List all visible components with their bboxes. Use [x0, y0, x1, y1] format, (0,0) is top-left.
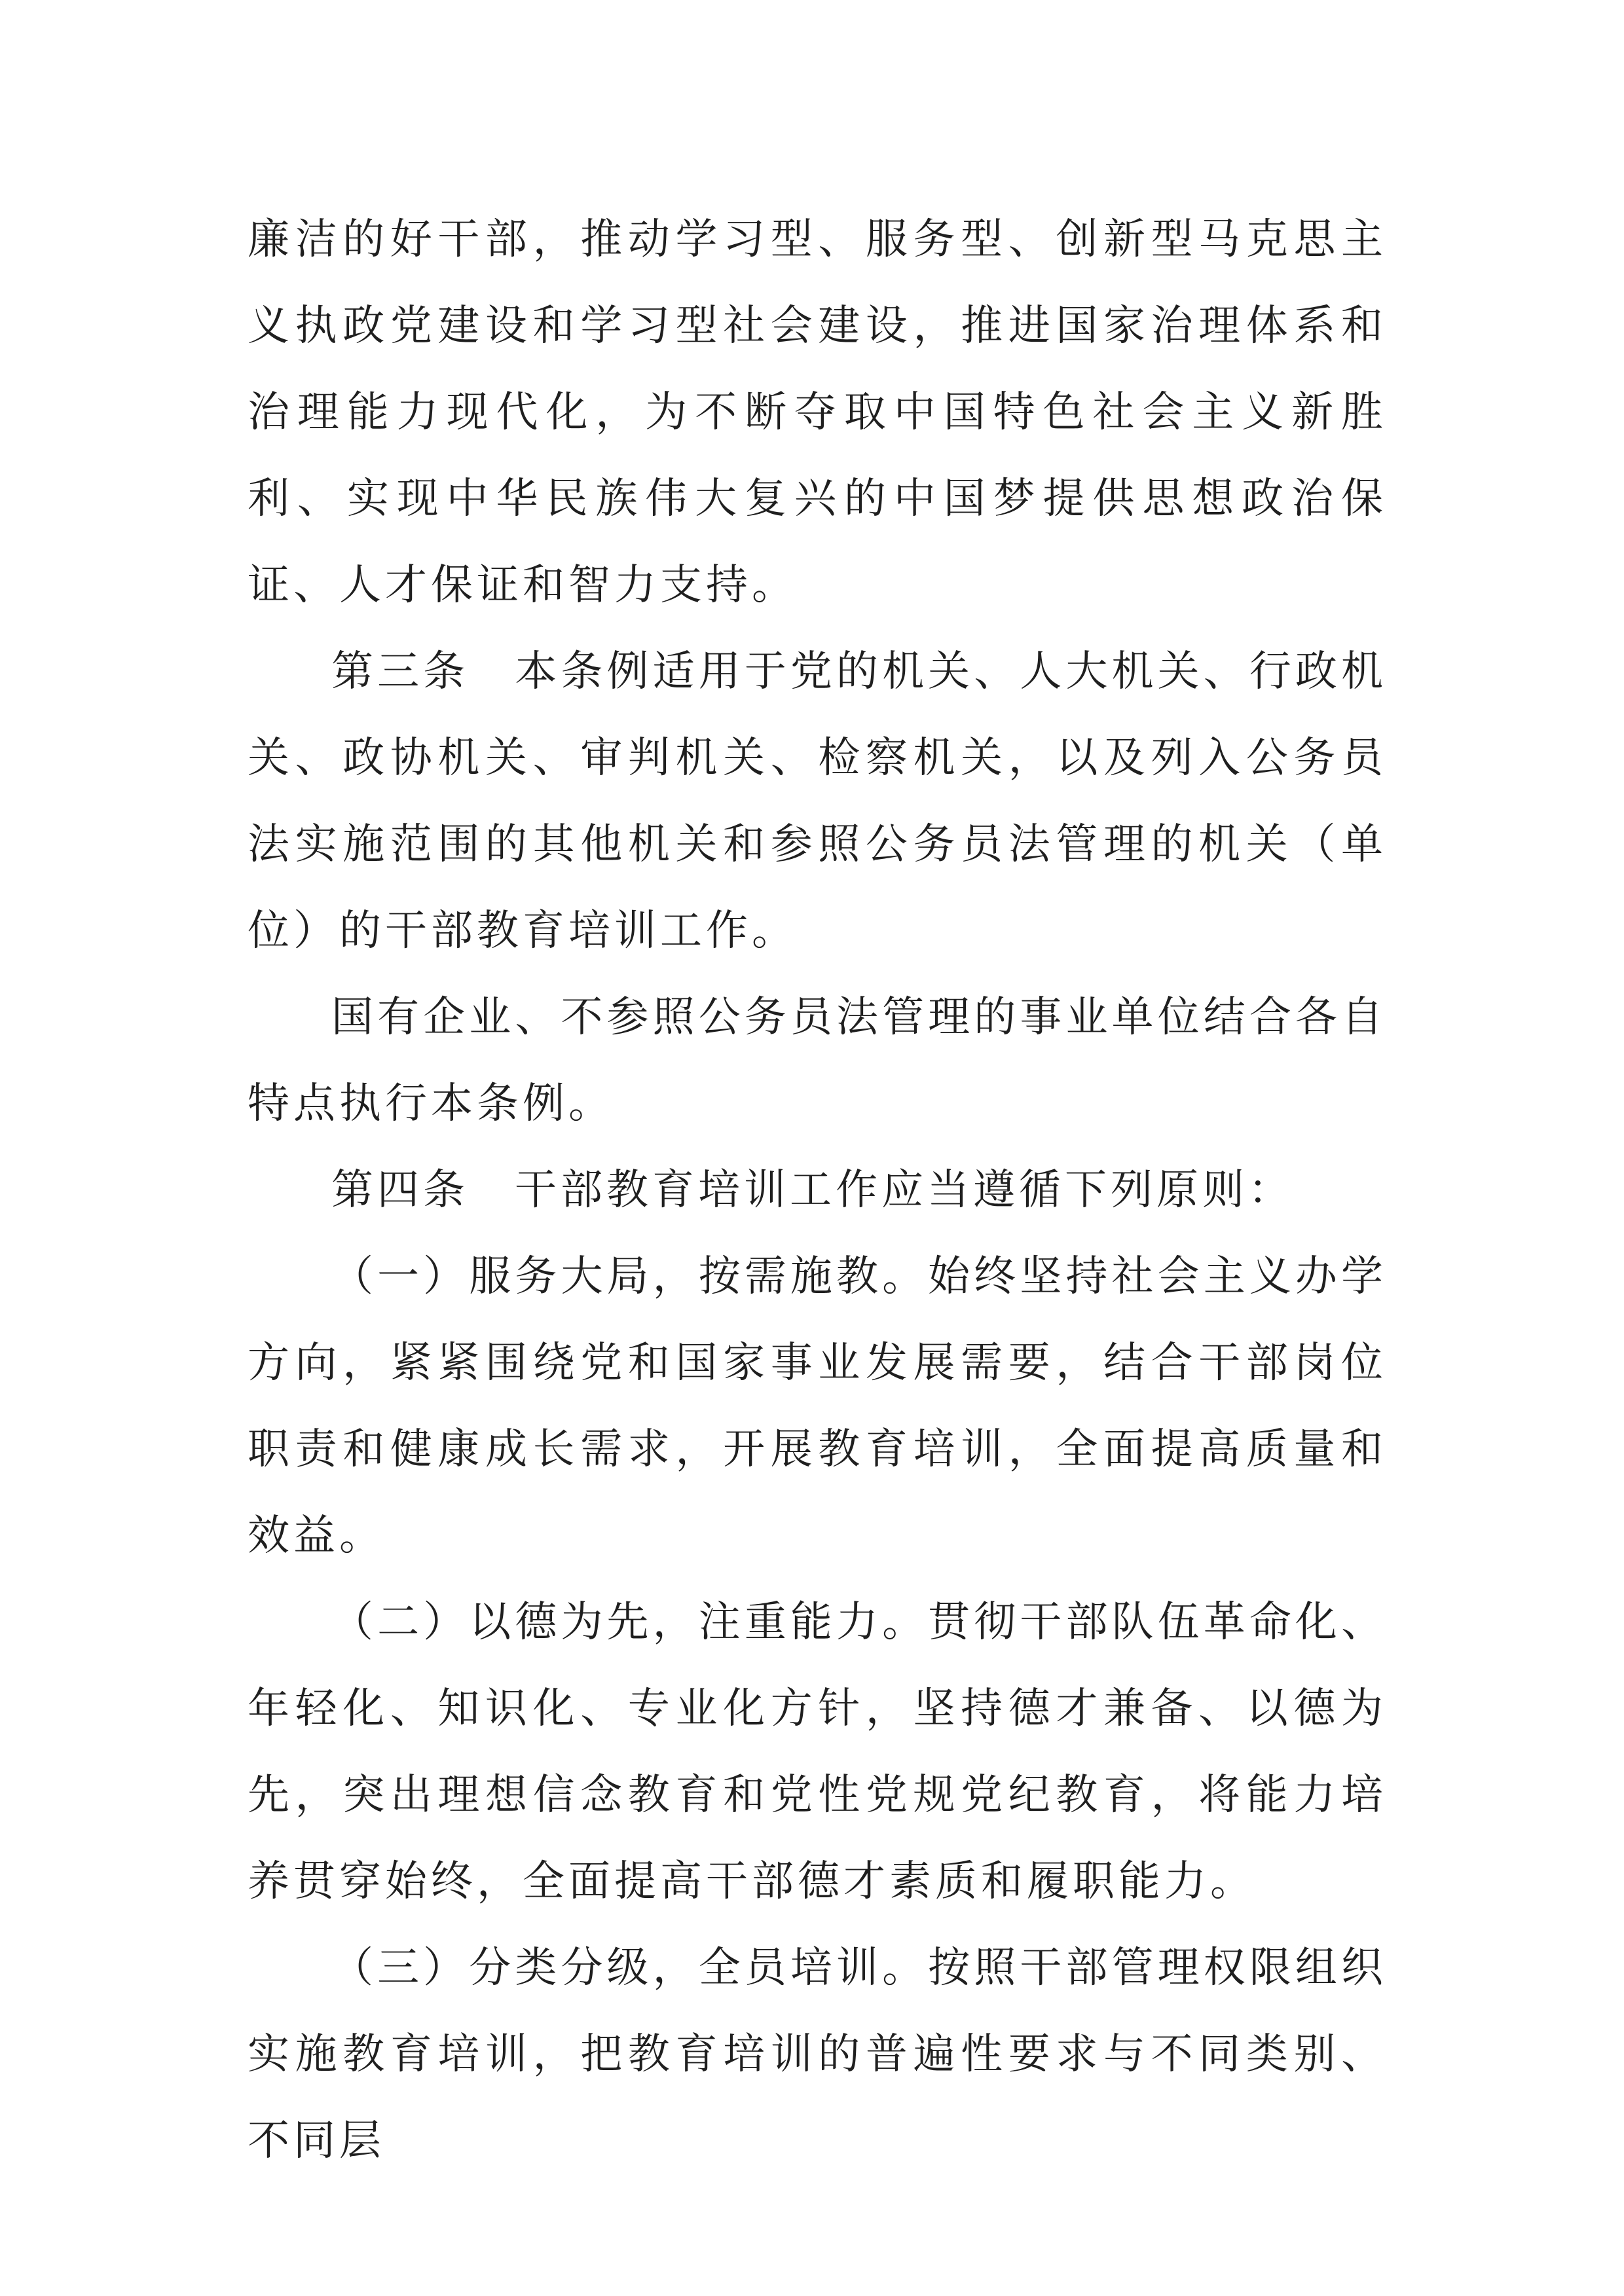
paragraph-article-4: 第四条 干部教育培训工作应当遵循下列原则： [331, 1166, 1294, 1214]
document-body [248, 196, 1387, 2184]
paragraph-principle-3: （三）分类分级，全员培训。按照干部管理权限组织实施教育培训，把教育培训的普遍性要求与不同类别、不同层 [248, 1944, 1387, 2165]
paragraph-article-3: 第三条 本条例适用于党的机关、人大机关、行政机关、政协机关、审判机关、检察机关，以及列入公务员法实施范围的其他机关和参照公务员法管理的机关（单位）的干部教育培训工作。 [248, 647, 1387, 955]
paragraph-principle-1: （一）服务大局，按需施教。始终坚持社会主义办学方向，紧紧围绕党和国家事业发展需要，结合干部岗位职责和健康成长需求，开展教育培训，全面提高质量和效益。 [248, 1252, 1387, 1560]
paragraph-principle-2: （二）以德为先，注重能力。贯彻干部队伍革命化、年轻化、知识化、专业化方针，坚持德才兼备、以德为先，突出理想信念教育和党性党规党纪教育，将能力培养贯穿始终，全面提高干部德才素质和履职能力。 [248, 1598, 1387, 1906]
paragraph-continuation: 廉洁的好干部，推动学习型、服务型、创新型马克思主义执政党建设和学习型社会建设，推进国家治理体系和治理能力现代化，为不断夺取中国特色社会主义新胜利、实现中华民族伟大复兴的中国梦提供思想政治保证、人才保证和智力支持。 [248, 215, 1387, 610]
paragraph-state-enterprises: 国有企业、不参照公务员法管理的事业单位结合各自特点执行本条例。 [248, 993, 1387, 1128]
